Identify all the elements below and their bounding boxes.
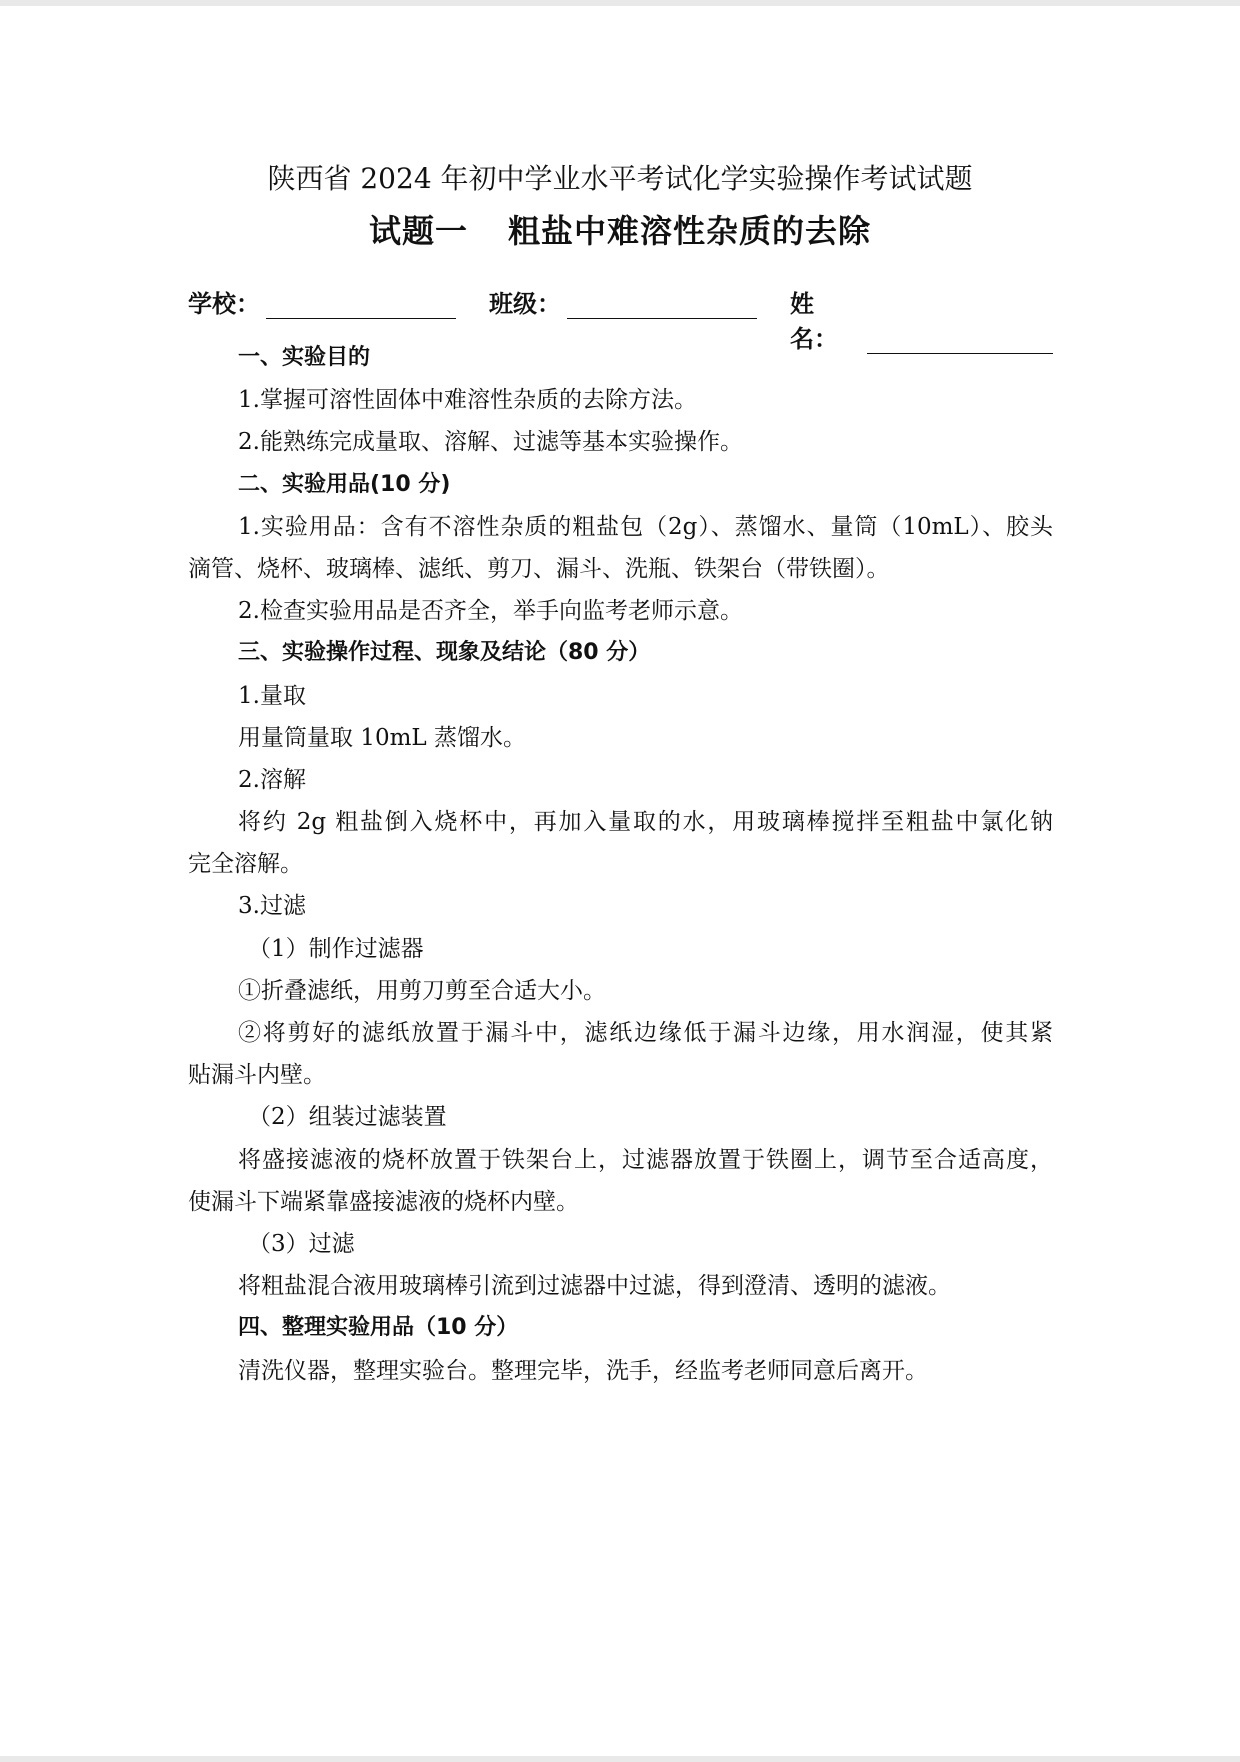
student-info-fields [188, 284, 1053, 353]
school-field [188, 284, 456, 319]
question-name: 粗盐中难溶性杂质的去除 [508, 212, 872, 250]
substep-make-filter-b-line-2: 贴漏斗内壁。 [188, 1062, 326, 1089]
materials-item-2: 2.检查实验用品是否齐全，举手向监考老师示意。 [238, 598, 743, 625]
step-measure-title: 1.量取 [238, 682, 306, 709]
school-label: 学校： [188, 289, 260, 318]
substep-assemble-line-2: 使漏斗下端紧靠盛接滤液的烧杯内壁。 [188, 1188, 579, 1215]
substep-make-filter: （1）制作过滤器 [248, 935, 424, 962]
name-label: 姓名： [790, 289, 838, 353]
exam-title: 陕西省 2024 年初中学业水平考试化学实验操作考试试题 [267, 162, 973, 195]
substep-assemble: （2）组装过滤装置 [248, 1104, 447, 1131]
substep-assemble-line-1: 将盛接滤液的烧杯放置于铁架台上，过滤器放置于铁圈上，调节至合适高度， [238, 1146, 1053, 1173]
substep-make-filter-b-line-1: ②将剪好的滤纸放置于漏斗中，滤纸边缘低于漏斗边缘，用水润湿，使其紧 [238, 1020, 1053, 1046]
substep-filter-text: 将粗盐混合液用玻璃棒引流到过滤器中过滤，得到澄清、透明的滤液。 [238, 1273, 951, 1300]
materials-item-1-line-2: 滴管、烧杯、玻璃棒、滤纸、剪刀、漏斗、洗瓶、铁架台（带铁圈）。 [188, 555, 890, 582]
class-blank[interactable] [567, 292, 757, 319]
exam-body [188, 337, 1053, 1392]
substep-filter: （3）过滤 [248, 1230, 355, 1257]
section-heading-procedure: 三、实验操作过程、现象及结论（80 分） [238, 640, 651, 666]
step-measure-text: 用量筒量取 10mL 蒸馏水。 [238, 724, 526, 751]
school-blank[interactable] [266, 292, 456, 319]
purpose-item-1: 1.掌握可溶性固体中难溶性杂质的去除方法。 [238, 387, 697, 414]
materials-item-1-line-1: 1.实验用品：含有不溶性杂质的粗盐包（2g）、蒸馏水、量筒（10mL）、胶头 [238, 513, 1053, 540]
section-heading-cleanup: 四、整理实验用品（10 分） [238, 1315, 519, 1341]
question-number: 试题一 [368, 212, 468, 250]
document-page [0, 6, 1240, 1756]
step-dissolve-text-line-2: 完全溶解。 [188, 851, 303, 878]
step-dissolve-title: 2.溶解 [238, 766, 306, 793]
class-label: 班级： [489, 289, 561, 318]
cleanup-text: 清洗仪器，整理实验台。整理完毕，洗手，经监考老师同意后离开。 [238, 1357, 928, 1384]
step-filter-title: 3.过滤 [238, 893, 306, 920]
substep-make-filter-a: ①折叠滤纸，用剪刀剪至合适大小。 [238, 977, 606, 1004]
step-dissolve-text-line-1: 将约 2g 粗盐倒入烧杯中，再加入量取的水，用玻璃棒搅拌至粗盐中氯化钠 [238, 809, 1053, 836]
section-heading-purpose: 一、实验目的 [238, 345, 371, 370]
question-title [0, 209, 1240, 253]
section-heading-materials: 二、实验用品(10 分) [238, 471, 451, 497]
class-field [489, 284, 757, 319]
purpose-item-2: 2.能熟练完成量取、溶解、过滤等基本实验操作。 [238, 429, 743, 456]
